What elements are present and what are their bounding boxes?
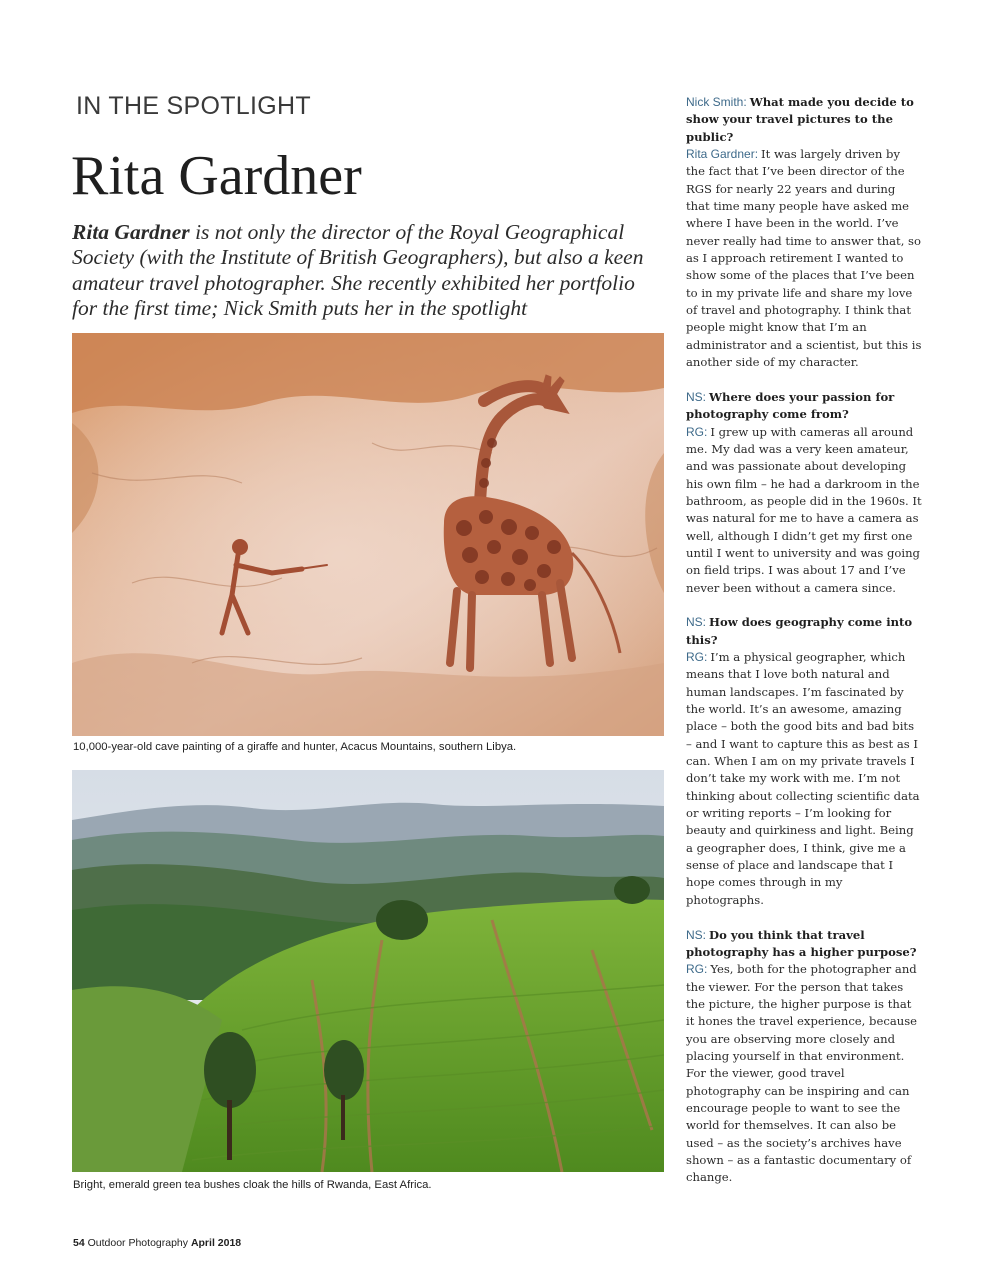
tea-plantation-photo xyxy=(72,770,664,1172)
cave-photo-caption: 10,000-year-old cave painting of a giraffe and hunter, Acacus Mountains, southern Libya. xyxy=(73,741,517,753)
answer-text: Yes, both for the photographer and the viewer. For the person that takes the picture, the higher purpose is that it hones the travel experience, because you are observing more closely and placing yourself in that environment. For the viewer, good travel photography can be inspiring and can encourage people to want to see the world for themselves. It can also be used – as the society’s archives have shown – as a fantastic documentary of change. xyxy=(686,962,918,1185)
question xyxy=(686,94,922,146)
qa-block xyxy=(686,389,922,597)
cave-painting-photo xyxy=(72,333,664,736)
issue-date: April 2018 xyxy=(190,1237,242,1249)
section-label: IN THE SPOTLIGHT xyxy=(76,92,311,120)
question-speaker: NS: xyxy=(686,389,707,404)
page-footer xyxy=(73,1237,241,1249)
question-speaker: NS: xyxy=(686,927,707,942)
question-text: How does geography come into this? xyxy=(686,615,913,647)
question xyxy=(686,389,922,424)
qa-block xyxy=(686,94,922,372)
qa-block xyxy=(686,614,922,909)
qa-block xyxy=(686,927,922,1187)
question xyxy=(686,614,922,649)
page-number: 54 xyxy=(73,1237,85,1249)
answer-text: I’m a physical geographer, which means that I love both natural and human landscapes. I’m fascinated by the world. It’s an awesome, amazing place – both the good bits and bad bits – and I want to capture this as best as I can. When I am on my private travels I don’t take my work with me. I’m not thinking about collecting scientific data or writing reports – I’m looking for beauty and quirkiness and light. Being a geographer does, I think, give me a sense of place and landscape that I hope comes through in my photographs. xyxy=(686,650,920,907)
article-title: Rita Gardner xyxy=(71,145,362,207)
answer-text: It was largely driven by the fact that I’ve been director of the RGS for nearly 22 years and during that time many people have asked me where I have been in the world. I’ve never really had time to answer that, so as I approach retirement I wanted to show some of the places that I’ve been to in my private life and share my love of travel and photography. I think that people might know that I’m an administrator and a scientist, but this is another side of my character. xyxy=(686,147,922,370)
answer xyxy=(686,424,922,597)
question-text: What made you decide to show your travel pictures to the public? xyxy=(686,95,914,144)
answer xyxy=(686,146,922,371)
tea-photo-caption: Bright, emerald green tea bushes cloak the hills of Rwanda, East Africa. xyxy=(73,1179,432,1191)
question xyxy=(686,927,922,962)
question-speaker: NS: xyxy=(686,615,707,630)
standfirst-name: Rita Gardner xyxy=(72,220,190,244)
answer-speaker: RG: xyxy=(686,650,708,664)
question-text: Where does your passion for photography come from? xyxy=(686,389,895,422)
answer xyxy=(686,649,922,909)
standfirst-text: is not only the director of the Royal Geographical Society (with the Institute of British Geographers), but also a keen amateur travel photographer. She recently exhibited her portfolio for the first time; Nick Smith puts her in the spotlight xyxy=(72,220,644,320)
answer-speaker: Rita Gardner: xyxy=(686,147,759,162)
interview-column xyxy=(686,94,922,1204)
answer-text: I grew up with cameras all around me. My dad was a very keen amateur, and was passionate about developing his own film – he had a darkroom in the bathroom, as people did in the 1960s. It was natural for me to have a camera as well, although I didn’t get my first one until I went to university and was going on field trips. I was about 17 and I’ve never been without a camera since. xyxy=(686,424,922,595)
question-speaker: Nick Smith: xyxy=(686,95,747,109)
question-text: Do you think that travel photography has a higher purpose? xyxy=(686,927,917,959)
answer xyxy=(686,961,922,1186)
magazine-name: Outdoor Photography xyxy=(87,1237,189,1249)
answer-speaker: RG: xyxy=(686,962,708,977)
article-standfirst xyxy=(72,220,647,321)
answer-speaker: RG: xyxy=(686,424,708,439)
